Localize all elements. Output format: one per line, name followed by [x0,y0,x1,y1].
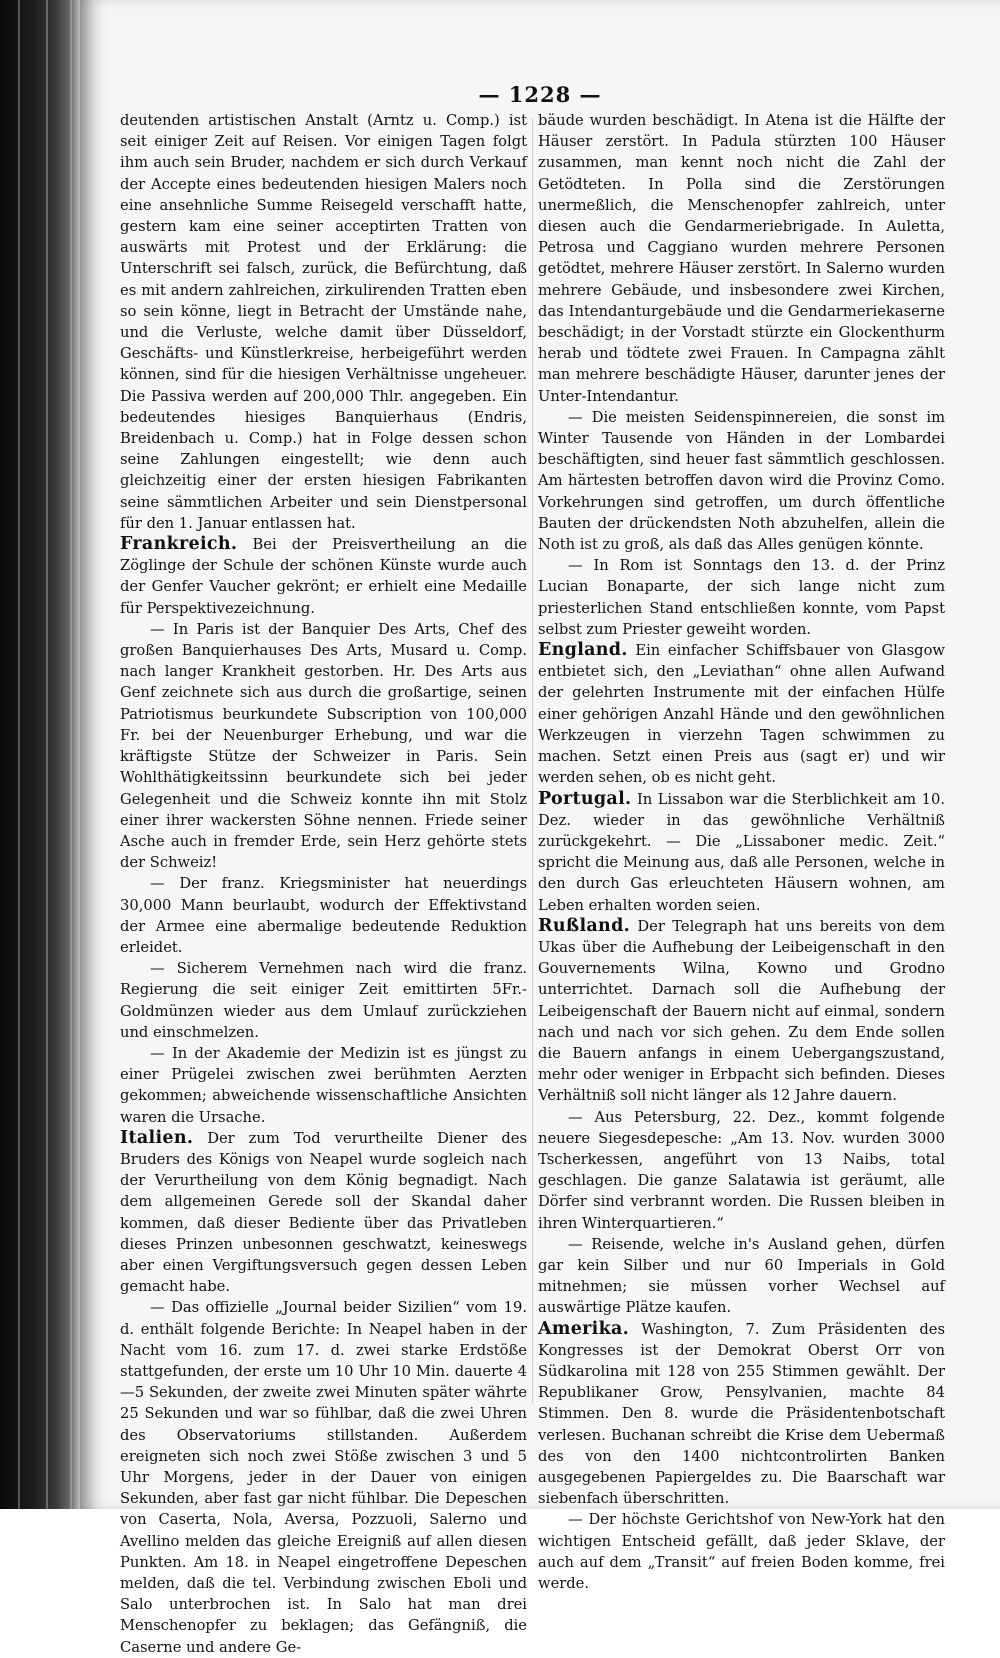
section-heading: Rußland. [538,915,631,936]
paragraph-text: — Der franz. Kriegsminister hat neuerdings 30,000 Mann beurlaubt, wodurch der Effektivstand der Armee eine abermalige bedeutende Reduktion erleidet. [120,875,527,956]
article-paragraph [120,534,527,619]
spine-edge [18,0,20,1509]
article-paragraph [120,1128,527,1298]
section-heading: Amerika. [538,1318,630,1339]
article-paragraph [120,619,527,873]
newspaper-page [80,0,1000,1656]
article-paragraph [538,1509,945,1594]
paragraph-text: — Sicherem Vernehmen nach wird die franz. Regierung die seit einiger Zeit emittirten 5Fr.-Goldmünzen wieder aus dem Umlauf zurückziehen und einschmelzen. [120,960,527,1041]
paragraph-text: Ein einfacher Schiffsbauer von Glasgow entbietet sich, den „Leviathan“ ohne allen Aufwand der gelehrten Instrumente mit der einfachen Hülfe einer gehörigen Anzahl Hände und den gewöhnlichen Werkzeugen in vierzehn Tagen schwimmen zu machen. Setzt einen Preis aus (sagt er) und wir werden sehen, ob es nicht geht. [538,642,945,787]
article-paragraph [120,1043,527,1128]
article-paragraph [538,640,945,788]
section-heading: England. [538,640,628,661]
paragraph-text: — Der höchste Gerichtshof von New-York hat den wichtigen Entscheid gefällt, daß jeder Sklave, der auch auf dem „Transit“ auf freien Boden komme, frei werde. [538,1511,945,1593]
section-heading: Frankreich. [120,534,238,555]
paragraph-text: — Das offizielle „Journal beider Sizilien“ vom 19. d. enthält folgende Berichte: In Neapel haben in der Nacht vom 16. zum 17. d. zwei starke Erdstöße stattgefunden, der erste um 10 Uhr 10 Min. dauerte 4—5 Sekunden, der zweite zwei Minuten später währte 25 Sekunden und war so fühlbar, daß die zwei Uhren des Observatoriums stillstanden. Außerdem ereigneten sich noch zwei Stöße zwischen 3 und 5 Uhr Morgens, jeder in der Dauer von einigen Sekunden, aber fast gar nicht fühlbar. Die Depeschen von Caserta, Nola, Aversa, Pozzuoli, Salerno und Avellino melden das gleiche Ereigniß auf allen diesen Punkten. Am 18. in Neapel eingetroffene Depeschen melden, daß die tel. Verbindung zwischen Eboli und Salo unterbrochen ist. In Salo hat man drei Menschenopfer zu beklagen; das Gefängniß, die Caserne und andere Ge- [120,1299,527,1656]
spine-edge [70,0,72,1509]
right-column [538,110,946,1593]
article-paragraph [538,407,945,555]
article-paragraph [120,110,527,534]
paragraph-text: bäude wurden beschädigt. In Atena ist die Hälfte der Häuser zerstört. In Padula stürzten 100 Häuser zusammen, man kennt noch nicht die Zahl der Getödteten. In Polla sind die Zerstörungen unermeßlich, die Menschenopfer zahlreich, unter diesen auch die Gendarmeriebrigade. In Auletta, Petrosa und Caggiano wurden mehrere Personen getödtet, mehrere Häuser zerstört. In Salerno wurden mehrere Gebäude, und insbesondere zwei Kirchen, das Intendanturgebäude und die Gendarmeriekaserne beschädigt; in der Vorstadt stürzte ein Glockenthurm herab und tödtete zwei Frauen. In Campagna zählt man mehrere beschädigte Häuser, darunter jenes der Unter-Intendantur. [538,112,945,405]
column-divider [532,118,533,1403]
article-paragraph [538,1319,945,1510]
paragraph-text: — Aus Petersburg, 22. Dez., kommt folgende neuere Siegesdepesche: „Am 13. Nov. wurden 3000 Tscherkessen, angeführt von 13 Naibs, total geschlagen. Die ganze Salatawia ist geräumt, alle Dörfer sind verbrannt worden. Die Russen bleiben in ihren Winterquartieren.“ [538,1108,945,1232]
article-paragraph [120,1297,527,1657]
section-heading: Italien. [120,1127,194,1148]
paragraph-text: — In Paris ist der Banquier Des Arts, Chef des großen Banquierhauses Des Arts, Musard u. Comp. nach langer Krankheit gestorben. Hr. Des Arts aus Genf zeichnete sich aus durch die großartige, seinen Patriotismus beurkundete Subscription von 100,000 Fr. bei der Neuenburger Erhebung, und war die kräftigste Stütze der Schweizer in Paris. Sein Wohlthätigkeitssinn beurkundete sich bei jeder Gelegenheit und die Schweiz konnte ihn mit Stolz einer ihrer wackersten Söhne nennen. Friede seiner Asche auch in fremder Erde, sein Herz gehörte stets der Schweiz! [120,620,527,872]
article-paragraph [538,555,945,640]
paragraph-text: Bei der Preisvertheilung an die Zöglinge der Schule der schönen Künste wurde auch der Genfer Vaucher gekrönt; er erhielt eine Medaille für Perspektivezeichnung. [120,536,527,617]
paragraph-text: — In Rom ist Sonntags den 13. d. der Prinz Lucian Bonaparte, der sich lange nicht zum priesterlichen Stand entschließen konnte, vom Papst selbst zum Priester geweiht worden. [538,557,945,638]
article-paragraph [120,958,527,1043]
book-spine [0,0,80,1509]
article-paragraph [538,916,945,1107]
section-heading: Portugal. [538,788,632,809]
article-paragraph [538,1107,945,1234]
article-paragraph [120,873,527,958]
paragraph-text: Washington, 7. Zum Präsidenten des Kongresses ist der Demokrat Oberst Orr von Südkarolina mit 128 von 255 Stimmen gewählt. Der Republikaner Grow, Pensylvanien, machte 84 Stimmen. Den 8. wurde die Präsidentenbotschaft verlesen. Buchanan schreibt die Krise dem Uebermaß des von den 1400 nichtcontrolirten Banken ausgegebenen Papiergeldes zu. Die Baarschaft war siebenfach überschritten. [538,1320,946,1508]
paragraph-text: deutenden artistischen Anstalt (Arntz u. Comp.) ist seit einiger Zeit auf Reisen. Vor einigen Tagen folgt ihm auch sein Bruder, nachdem er sich durch Verkauf der Accepte eines bedeutenden hiesigen Malers noch eine ansehnliche Summe Reisegeld verschafft hatte, gestern kam eine seiner acceptirten Tratten von auswärts mit Protest und der Erklärung: die Unterschrift sei falsch, zurück, die Befürchtung, daß es mit andern zahlreichen, zirkulirenden Tratten eben so sein könne, liegt in Betracht der Umstände nahe, und die Verluste, welche damit über Düsseldorf, Geschäfts- und Künstlerkreise, herbeigeführt werden können, sind für die hiesigen Verhältnisse ungeheuer. Die Passiva werden auf 200,000 Thlr. angegeben. Ein bedeutendes hiesiges Banquierhaus (Endris, Breidenbach u. Comp.) hat in Folge dessen schon seine Zahlungen eingestellt; wie denn auch gleichzeitig einer der ersten hiesigen Fabrikanten seine sämmtlichen Arbeiter und sein Dienstpersonal für den 1. Januar entlassen hat. [120,112,527,532]
article-paragraph [538,110,945,407]
left-column [120,110,527,1656]
paragraph-text: Der Telegraph hat uns bereits von dem Ukas über die Aufhebung der Leibeigenschaft in den Gouvernements Wilna, Kowno und Grodno unterrichtet. Darnach soll die Aufhebung der Leibeigenschaft der Bauern nicht auf einmal, sondern nach und nach vor sich gehen. Zu dem Ende sollen die Bauern anfangs in einem Uebergangszustand, mehr oder weniger in Erbpacht sich befinden. Dieses Verhältniß soll nicht länger als 12 Jahre dauern. [538,917,946,1105]
paragraph-text: — Die meisten Seidenspinnereien, die sonst im Winter Tausende von Händen in der Lombardei beschäftigten, sind heuer fast sämmtlich geschlossen. Am härtesten betroffen davon wird die Provinz Como. Vorkehrungen sind getroffen, um durch öffentliche Bauten der drückendsten Noth abzuhelfen, allein die Noth ist zu groß, als daß das Alles genügen könnte. [538,408,945,554]
paragraph-text: In Lissabon war die Sterblichkeit am 10. Dez. wieder in das gewöhnliche Verhältniß zurückgekehrt. — Die „Lissaboner medic. Zeit.“ spricht die Meinung aus, daß alle Personen, welche in den durch Gas erleuchteten Häusern wohnen, am Leben erhalten worden seien. [538,790,945,914]
paragraph-text: Der zum Tod verurtheilte Diener des Bruders des Königs von Neapel wurde sogleich nach der Verurtheilung von dem König begnadigt. Nach dem allgemeinen Gerede soll der Skandal daher kommen, daß dieser Bediente über das Privatleben dieses Prinzen unbesonnen geschwatzt, keineswegs aber einen Vergiftungsversuch gegen dessen Leben gemacht habe. [120,1129,527,1296]
paragraph-text: — Reisende, welche in's Ausland gehen, dürfen gar kein Silber und nur 60 Imperials in Gold mitnehmen; sie müssen vorher Wechsel auf auswärtige Plätze kaufen. [538,1235,945,1317]
article-paragraph [538,789,945,916]
page-number: — 1228 — [478,82,602,107]
paragraph-text: — In der Akademie der Medizin ist es jüngst zu einer Prügelei zwischen zwei berühmten Aerzten gekommen; abweichende wissenschaftliche Ansichten waren die Ursache. [120,1044,527,1126]
article-paragraph [538,1234,945,1319]
spine-edge [46,0,48,1509]
